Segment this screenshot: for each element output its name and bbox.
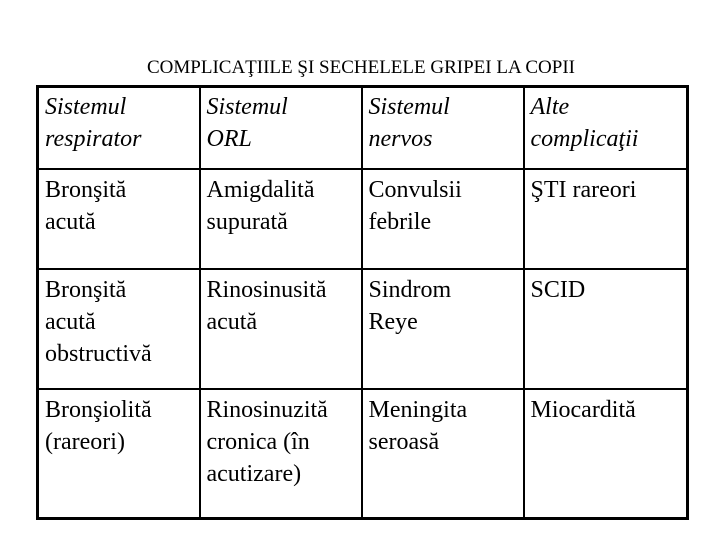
table-cell	[200, 169, 362, 269]
table-cell	[362, 169, 524, 269]
cell-text: (rareori)	[45, 428, 125, 455]
slide-title: COMPLICAŢIILE ŞI SECHELELE GRIPEI LA COPII	[146, 57, 575, 78]
table-cell	[38, 269, 200, 389]
table-cell	[362, 389, 524, 519]
complications-table	[36, 85, 689, 520]
header-text: Sistemul	[206, 94, 288, 120]
header-cell-nervous	[362, 87, 524, 169]
table-cell	[524, 389, 688, 519]
table-cell	[200, 269, 362, 389]
header-text: nervos	[368, 126, 433, 152]
cell-text: SCID	[530, 276, 586, 303]
cell-text: Amigdalită	[206, 176, 315, 203]
cell-text: Bronşită	[45, 176, 127, 203]
cell-text: febrile	[368, 208, 432, 235]
cell-text: cronica (în	[206, 428, 310, 455]
table-cell	[200, 389, 362, 519]
table-row	[38, 269, 688, 389]
table-header-row	[38, 87, 688, 169]
cell-text: seroasă	[368, 428, 440, 455]
table-cell	[38, 389, 200, 519]
cell-text: Rinosinuzită	[206, 396, 328, 423]
header-text: Sistemul	[368, 94, 450, 120]
header-cell-other	[524, 87, 688, 169]
cell-text: Rinosinusită	[206, 276, 327, 303]
cell-text: acută	[206, 308, 258, 335]
cell-text: acutizare)	[206, 460, 302, 487]
cell-text: acută	[45, 308, 96, 335]
header-text: Sistemul	[45, 94, 127, 120]
header-cell-respiratory	[38, 87, 200, 169]
table-row	[38, 389, 688, 519]
cell-text: Bronşiolită	[45, 396, 152, 423]
header-text: ORL	[206, 126, 252, 152]
cell-text: Meningita	[368, 396, 468, 423]
cell-text: Convulsii	[368, 176, 462, 203]
table-cell	[524, 269, 688, 389]
header-text: respirator	[45, 126, 142, 152]
cell-text: Miocardită	[530, 396, 636, 423]
table-cell	[38, 169, 200, 269]
cell-text: ŞTI rareori	[530, 176, 637, 203]
table-row	[38, 169, 688, 269]
header-text: Alte	[530, 94, 570, 120]
table-cell	[362, 269, 524, 389]
cell-text: Bronşită	[45, 276, 127, 303]
header-text: complicaţii	[530, 126, 639, 152]
cell-text: acută	[45, 208, 96, 235]
table-cell	[524, 169, 688, 269]
cell-text: supurată	[206, 208, 288, 235]
cell-text: Reye	[368, 308, 418, 335]
cell-text: Sindrom	[368, 276, 452, 303]
header-cell-orl	[200, 87, 362, 169]
cell-text: obstructivă	[45, 340, 152, 367]
